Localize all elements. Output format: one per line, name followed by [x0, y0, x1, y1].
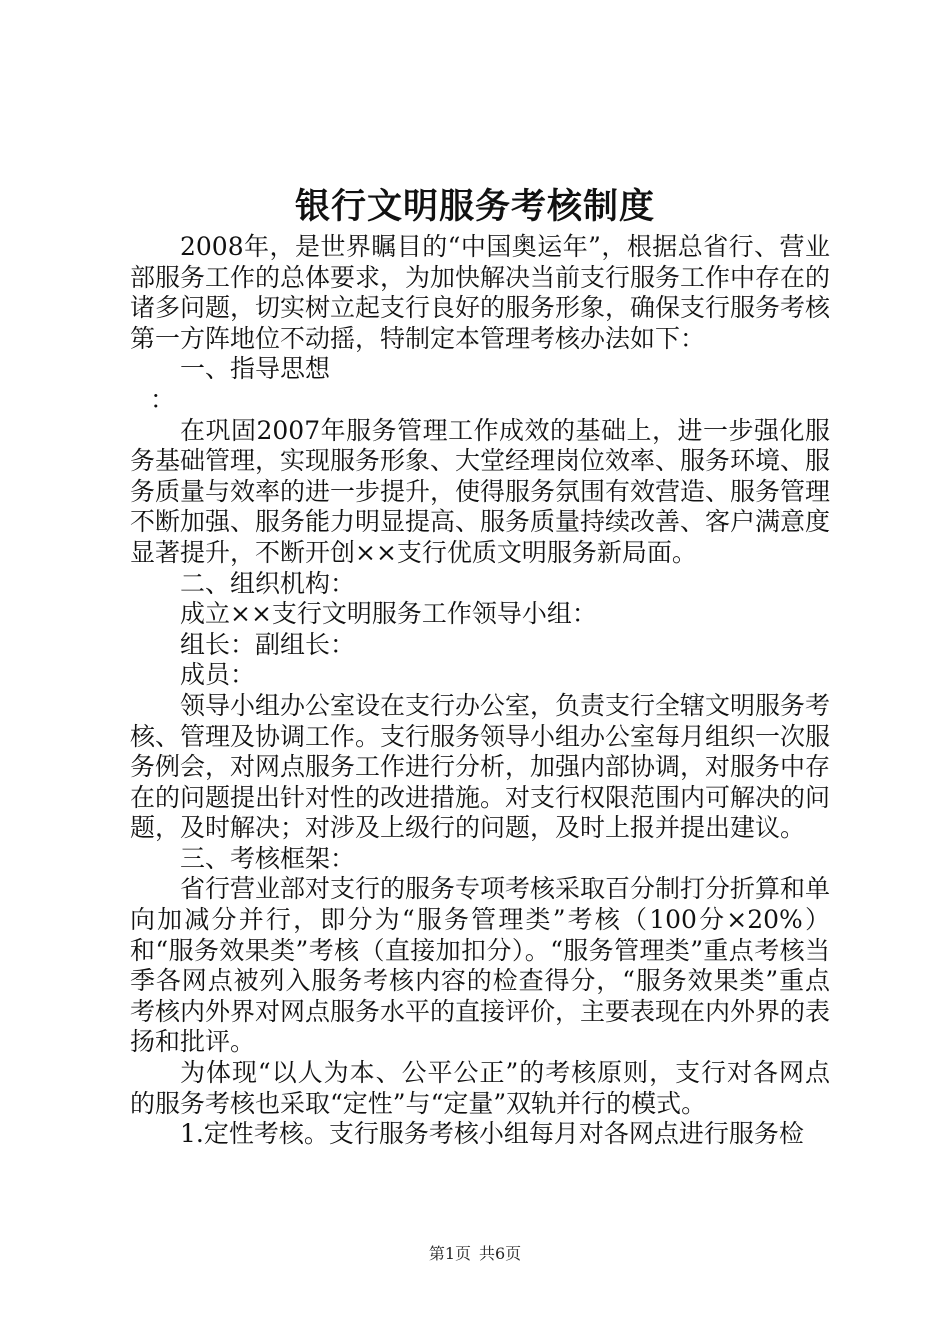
section-heading-organization: 二、组织机构： [180, 568, 356, 598]
paragraph-colon: ： [150, 384, 176, 414]
section-heading-framework: 三、考核框架： [180, 843, 356, 873]
paragraph-qualitative: 1.定性考核。支行服务考核小组每月对各网点进行服务检 [180, 1119, 804, 1149]
paragraph-framework: 省行营业部对支行的服务专项考核采取百分制打分折算和单向加减分并行，即分为“服务管理类”考核（100分×20%）和“服务效果类”考核（直接加扣分）。“服务管理类”重点考核当季各网点被列入服务考核内容的检查得分，“服务效果类”重点考核内外界对网点服务水平的直接评价，主要表现在内外界的表扬和批评。 [130, 874, 831, 1057]
paragraph-office: 领导小组办公室设在支行办公室，负责支行全辖文明服务考核、管理及协调工作。支行服务领导小组办公室每月组织一次服务例会，对网点服务工作进行分析，加强内部协调，对服务中存在的问题提出针对性的改进措施。对支行权限范围内可解决的问题，及时解决；对涉及上级行的问题，及时上报并提出建议。 [130, 690, 831, 843]
paragraph-leaders: 组长：副组长： [180, 629, 356, 659]
paragraph-principle: 为体现“以人为本、公平公正”的考核原则，支行对各网点的服务考核也采取“定性”与“定量”双轨并行的模式。 [130, 1058, 830, 1118]
section-heading-guiding-principle: 一、指导思想 [180, 354, 331, 384]
page-number: 第1页 [428, 1244, 471, 1263]
document-body [130, 232, 830, 1150]
paragraph-members: 成员： [180, 660, 256, 690]
page-total: 共6页 [479, 1244, 522, 1263]
paragraph-leading-group: 成立××支行文明服务工作领导小组： [180, 599, 597, 629]
document-title: 银行文明服务考核制度 [294, 186, 655, 227]
page-footer [0, 1243, 950, 1265]
paragraph-guiding-principle: 在巩固2007年服务管理工作成效的基础上，进一步强化服务基础管理，实现服务形象、大堂经理岗位效率、服务环境、服务质量与效率的进一步提升，使得服务氛围有效营造、服务管理不断加强、服务能力明显提高、服务质量持续改善、客户满意度显著提升，不断开创××支行优质文明服务新局面。 [130, 415, 831, 567]
paragraph-intro: 2008年，是世界瞩目的“中国奥运年”，根据总省行、营业部服务工作的总体要求，为加快解决当前支行服务工作中存在的诸多问题，切实树立起支行良好的服务形象，确保支行服务考核第一方阵地位不动摇，特制定本管理考核办法如下： [130, 232, 831, 353]
